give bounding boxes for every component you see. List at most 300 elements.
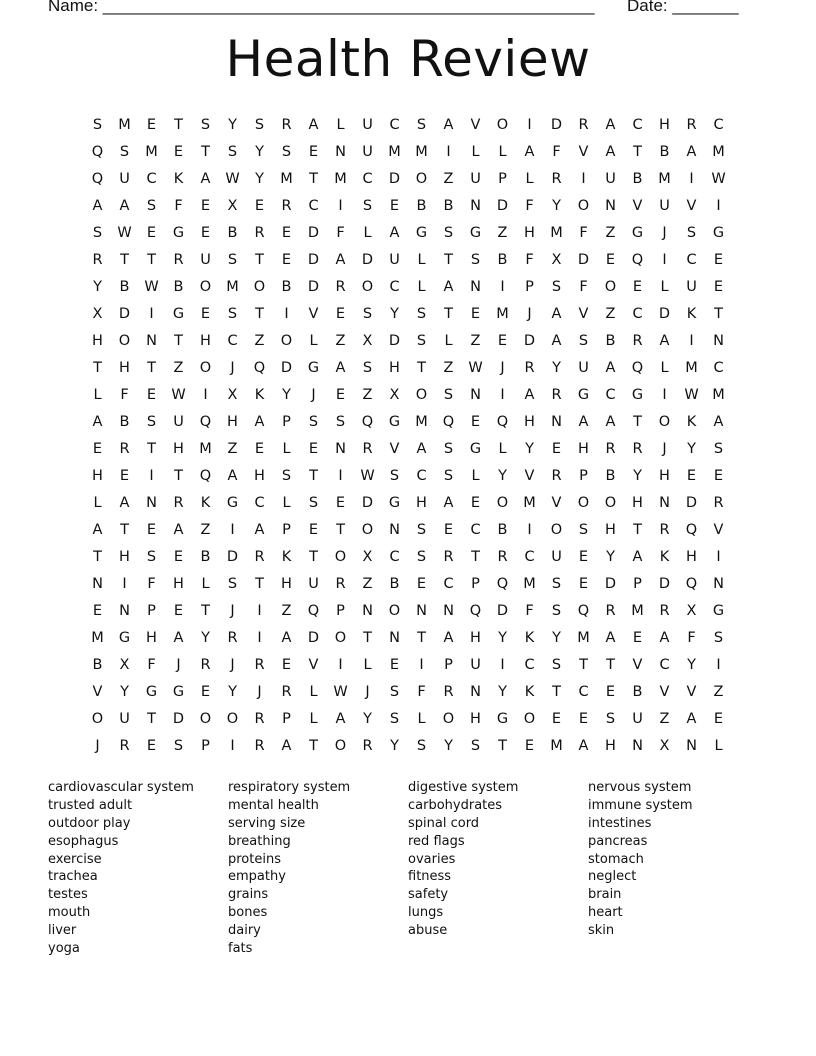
grid-letter: R <box>605 602 616 619</box>
grid-letter: D <box>307 278 320 295</box>
grid-letter: I <box>527 116 532 133</box>
grid-letter: B <box>632 683 643 700</box>
grid-letter: T <box>498 737 507 754</box>
grid-letter: Y <box>606 548 615 565</box>
grid-letter: F <box>147 656 156 673</box>
grid-letter: G <box>172 224 185 241</box>
grid-letter: O <box>550 521 563 538</box>
grid-letter: O <box>415 386 428 403</box>
grid-letter: S <box>92 116 103 133</box>
grid-letter: Y <box>228 116 237 133</box>
grid-letter: H <box>686 548 697 565</box>
grid-letter: M <box>712 143 725 160</box>
grid-letter: B <box>443 197 454 214</box>
grid-letter: X <box>227 386 238 403</box>
grid-letter: R <box>254 656 265 673</box>
grid-letter: T <box>633 143 642 160</box>
grid-letter: N <box>443 602 454 619</box>
grid-letter: K <box>281 548 292 565</box>
grid-letter: T <box>606 656 615 673</box>
word-list-item: intestines <box>588 815 652 831</box>
grid-letter: S <box>416 521 427 538</box>
grid-letter: Y <box>282 386 291 403</box>
grid-letter: W <box>117 224 132 241</box>
grid-letter: L <box>282 494 291 511</box>
grid-letter: V <box>578 143 589 160</box>
grid-letter: P <box>336 602 345 619</box>
grid-letter: M <box>685 359 698 376</box>
grid-letter: Z <box>173 359 184 376</box>
grid-letter: S <box>281 143 292 160</box>
grid-letter: L <box>363 224 372 241</box>
grid-letter: A <box>443 278 454 295</box>
grid-letter: E <box>254 440 265 457</box>
grid-letter: G <box>631 224 644 241</box>
grid-letter: U <box>686 278 697 295</box>
grid-letter: S <box>200 116 211 133</box>
grid-letter: I <box>338 467 343 484</box>
grid-letter: L <box>309 683 318 700</box>
grid-letter: U <box>659 197 670 214</box>
grid-letter: Z <box>335 332 346 349</box>
grid-letter: V <box>578 305 589 322</box>
grid-letter: L <box>660 278 669 295</box>
grid-row <box>84 516 732 543</box>
grid-letter: E <box>308 440 319 457</box>
grid-letter: B <box>416 197 427 214</box>
grid-letter: R <box>443 548 454 565</box>
grid-letter: E <box>173 548 184 565</box>
grid-letter: Q <box>631 251 644 268</box>
grid-letter: Y <box>525 440 534 457</box>
grid-letter: I <box>257 629 262 646</box>
grid-letter: A <box>227 467 238 484</box>
grid-letter: S <box>713 440 724 457</box>
grid-letter: E <box>281 251 292 268</box>
grid-letter: A <box>713 413 724 430</box>
name-field[interactable]: Name: ____________________________________________________ <box>48 0 595 15</box>
grid-letter: E <box>470 305 481 322</box>
grid-letter: A <box>632 548 643 565</box>
grid-row <box>84 354 732 381</box>
grid-letter: K <box>200 494 211 511</box>
grid-letter: P <box>201 737 210 754</box>
grid-letter: R <box>200 656 211 673</box>
grid-letter: E <box>632 629 643 646</box>
grid-letter: G <box>577 386 590 403</box>
grid-letter: Y <box>390 737 399 754</box>
grid-letter: M <box>496 305 509 322</box>
word-list-item: lungs <box>408 905 444 921</box>
grid-letter: V <box>389 440 400 457</box>
grid-letter: Z <box>281 602 292 619</box>
grid-letter: E <box>497 332 508 349</box>
grid-letter: E <box>92 602 103 619</box>
grid-letter: T <box>255 305 264 322</box>
grid-letter: P <box>282 413 291 430</box>
grid-letter: O <box>577 494 590 511</box>
grid-letter: K <box>173 170 184 187</box>
grid-letter: H <box>470 629 481 646</box>
grid-letter: J <box>500 359 505 376</box>
grid-letter: R <box>173 494 184 511</box>
grid-letter: L <box>660 359 669 376</box>
grid-letter: S <box>443 440 454 457</box>
grid-letter: S <box>416 116 427 133</box>
grid-row <box>84 246 732 273</box>
grid-letter: N <box>605 197 616 214</box>
grid-letter: T <box>201 143 210 160</box>
grid-letter: F <box>525 197 534 214</box>
grid-letter: C <box>713 116 724 133</box>
grid-letter: E <box>686 467 697 484</box>
grid-letter: E <box>146 386 157 403</box>
grid-letter: D <box>388 332 401 349</box>
grid-row <box>84 327 732 354</box>
grid-letter: M <box>577 629 590 646</box>
grid-letter: I <box>500 278 505 295</box>
grid-letter: J <box>176 656 181 673</box>
grid-letter: R <box>443 683 454 700</box>
grid-letter: C <box>578 683 589 700</box>
grid-letter: V <box>659 683 670 700</box>
grid-letter: T <box>309 467 318 484</box>
grid-letter: G <box>415 224 428 241</box>
grid-letter: E <box>173 602 184 619</box>
grid-letter: C <box>632 305 643 322</box>
grid-letter: A <box>551 332 562 349</box>
grid-row <box>84 678 732 705</box>
grid-letter: E <box>335 386 346 403</box>
grid-letter: L <box>201 575 210 592</box>
grid-letter: Z <box>227 440 238 457</box>
grid-letter: I <box>149 305 154 322</box>
grid-letter: T <box>255 251 264 268</box>
grid-letter: O <box>604 278 617 295</box>
word-list-item: grains <box>228 887 269 903</box>
grid-letter: T <box>201 602 210 619</box>
grid-letter: M <box>199 440 212 457</box>
grid-letter: C <box>362 170 373 187</box>
grid-letter: W <box>684 386 699 403</box>
grid-letter: S <box>119 143 130 160</box>
grid-letter: C <box>416 467 427 484</box>
grid-letter: S <box>335 413 346 430</box>
grid-letter: R <box>335 278 346 295</box>
grid-letter: F <box>579 224 588 241</box>
grid-letter: N <box>416 602 427 619</box>
grid-letter: M <box>631 602 644 619</box>
grid-letter: B <box>497 251 508 268</box>
grid-letter: I <box>689 332 694 349</box>
grid-letter: J <box>257 683 262 700</box>
grid-letter: H <box>659 116 670 133</box>
grid-letter: Q <box>199 467 212 484</box>
grid-letter: L <box>417 710 426 727</box>
grid-letter: T <box>147 359 156 376</box>
grid-letter: S <box>551 656 562 673</box>
grid-letter: R <box>119 440 130 457</box>
grid-letter: J <box>230 359 235 376</box>
grid-letter: Z <box>362 386 373 403</box>
grid-letter: S <box>389 683 400 700</box>
grid-letter: B <box>632 170 643 187</box>
grid-letter: U <box>173 413 184 430</box>
grid-letter: D <box>496 602 509 619</box>
grid-letter: G <box>631 386 644 403</box>
grid-letter: I <box>500 386 505 403</box>
grid-letter: G <box>469 440 482 457</box>
grid-letter: O <box>577 197 590 214</box>
grid-letter: E <box>713 467 724 484</box>
word-list-item: skin <box>588 923 615 939</box>
grid-letter: R <box>254 224 265 241</box>
word-list-item: mental health <box>228 797 319 813</box>
grid-letter: O <box>361 278 374 295</box>
grid-letter: K <box>524 629 535 646</box>
grid-letter: Y <box>228 683 237 700</box>
grid-letter: X <box>659 737 670 754</box>
grid-row <box>84 705 732 732</box>
grid-row <box>84 489 732 516</box>
word-column <box>48 779 228 958</box>
grid-letter: G <box>118 629 131 646</box>
grid-letter: E <box>173 143 184 160</box>
grid-row <box>84 462 732 489</box>
grid-letter: S <box>389 710 400 727</box>
grid-letter: I <box>257 602 262 619</box>
grid-letter: Y <box>363 710 372 727</box>
grid-letter: S <box>227 251 238 268</box>
grid-letter: M <box>415 413 428 430</box>
grid-letter: A <box>443 629 454 646</box>
grid-letter: E <box>578 548 589 565</box>
grid-letter: V <box>686 197 697 214</box>
grid-letter: I <box>149 467 154 484</box>
grid-letter: H <box>605 737 616 754</box>
grid-letter: O <box>253 278 266 295</box>
grid-letter: A <box>443 494 454 511</box>
grid-letter: J <box>662 224 667 241</box>
grid-letter: A <box>389 224 400 241</box>
word-list-item: yoga <box>48 941 80 957</box>
grid-letter: S <box>578 332 589 349</box>
grid-letter: H <box>632 494 643 511</box>
grid-letter: N <box>470 386 481 403</box>
grid-letter: S <box>308 413 319 430</box>
grid-letter: I <box>284 305 289 322</box>
grid-letter: I <box>338 656 343 673</box>
grid-letter: O <box>496 116 509 133</box>
word-list-item: carbohydrates <box>408 797 503 813</box>
grid-letter: J <box>95 737 100 754</box>
grid-letter: Z <box>362 575 373 592</box>
grid-letter: F <box>147 575 156 592</box>
grid-letter: R <box>335 575 346 592</box>
grid-letter: G <box>388 494 401 511</box>
grid-letter: C <box>389 278 400 295</box>
grid-letter: H <box>416 494 427 511</box>
word-list-item: trachea <box>48 869 98 885</box>
grid-letter: C <box>524 548 535 565</box>
grid-letter: N <box>632 737 643 754</box>
grid-letter: S <box>551 278 562 295</box>
grid-letter: R <box>632 332 643 349</box>
grid-letter: I <box>419 656 424 673</box>
grid-letter: E <box>119 467 130 484</box>
grid-letter: E <box>524 737 535 754</box>
grid-letter: D <box>307 629 320 646</box>
grid-letter: L <box>282 440 291 457</box>
grid-letter: W <box>333 683 348 700</box>
grid-letter: U <box>119 170 130 187</box>
grid-letter: Q <box>577 602 590 619</box>
grid-letter: V <box>308 656 319 673</box>
grid-letter: I <box>338 197 343 214</box>
grid-letter: P <box>444 656 453 673</box>
grid-letter: A <box>281 737 292 754</box>
grid-letter: D <box>280 359 293 376</box>
grid-letter: K <box>686 305 697 322</box>
word-list-item: stomach <box>588 851 644 867</box>
grid-letter: A <box>335 359 346 376</box>
grid-letter: A <box>551 305 562 322</box>
grid-row <box>84 273 732 300</box>
grid-letter: H <box>605 521 616 538</box>
grid-letter: B <box>605 467 616 484</box>
grid-letter: R <box>551 170 562 187</box>
grid-letter: L <box>444 332 453 349</box>
word-list-item: pancreas <box>588 833 648 849</box>
grid-letter: V <box>470 116 481 133</box>
grid-letter: A <box>335 251 346 268</box>
grid-letter: C <box>389 548 400 565</box>
grid-letter: F <box>579 278 588 295</box>
grid-letter: G <box>712 602 725 619</box>
grid-letter: W <box>171 386 186 403</box>
grid-letter: E <box>605 251 616 268</box>
date-field[interactable]: Date: _______ <box>627 0 739 15</box>
grid-letter: T <box>633 521 642 538</box>
grid-letter: E <box>713 251 724 268</box>
grid-letter: G <box>145 683 158 700</box>
grid-letter: D <box>496 197 509 214</box>
grid-letter: A <box>335 710 346 727</box>
grid-letter: O <box>226 710 239 727</box>
grid-letter: S <box>146 197 157 214</box>
grid-letter: D <box>550 116 563 133</box>
grid-letter: N <box>659 494 670 511</box>
grid-letter: R <box>92 251 103 268</box>
grid-letter: N <box>146 332 157 349</box>
grid-row <box>84 111 732 138</box>
grid-letter: I <box>500 656 505 673</box>
grid-letter: S <box>146 548 157 565</box>
grid-letter: D <box>226 548 239 565</box>
grid-letter: V <box>92 683 103 700</box>
grid-letter: T <box>174 116 183 133</box>
grid-letter: I <box>230 737 235 754</box>
grid-letter: T <box>714 305 723 322</box>
grid-letter: Z <box>443 170 454 187</box>
grid-letter: U <box>578 359 589 376</box>
grid-letter: B <box>200 548 211 565</box>
grid-letter: G <box>307 359 320 376</box>
grid-letter: J <box>230 602 235 619</box>
grid-letter: Q <box>496 413 509 430</box>
grid-letter: F <box>687 629 696 646</box>
grid-letter: X <box>551 251 562 268</box>
grid-letter: E <box>416 575 427 592</box>
word-list-item: spinal cord <box>408 815 480 831</box>
grid-letter: H <box>200 332 211 349</box>
grid-letter: R <box>659 602 670 619</box>
grid-letter: G <box>226 494 239 511</box>
grid-letter: Y <box>687 440 696 457</box>
grid-letter: L <box>471 467 480 484</box>
grid-letter: W <box>711 170 726 187</box>
grid-letter: M <box>658 170 671 187</box>
word-list-item: cardiovascular system <box>48 780 194 795</box>
grid-letter: H <box>119 359 130 376</box>
grid-letter: O <box>604 494 617 511</box>
grid-letter: G <box>172 305 185 322</box>
grid-letter: H <box>119 548 130 565</box>
word-list-item: fats <box>228 941 253 957</box>
grid-letter: Q <box>199 413 212 430</box>
grid-letter: H <box>92 332 103 349</box>
grid-letter: T <box>120 251 129 268</box>
grid-letter: A <box>416 440 427 457</box>
grid-letter: R <box>281 116 292 133</box>
grid-letter: K <box>686 413 697 430</box>
grid-letter: X <box>227 197 238 214</box>
grid-letter: C <box>308 197 319 214</box>
grid-letter: V <box>308 305 319 322</box>
grid-letter: D <box>361 494 374 511</box>
grid-letter: T <box>147 710 156 727</box>
grid-letter: Q <box>685 521 698 538</box>
grid-letter: U <box>389 251 400 268</box>
grid-letter: S <box>578 521 589 538</box>
grid-letter: Y <box>498 683 507 700</box>
word-search-grid <box>84 111 732 759</box>
word-list-item: ovaries <box>408 851 456 867</box>
grid-letter: Y <box>633 467 642 484</box>
grid-letter: O <box>334 548 347 565</box>
grid-letter: R <box>551 467 562 484</box>
word-list-item: serving size <box>228 815 306 831</box>
grid-letter: N <box>335 440 346 457</box>
grid-letter: D <box>388 170 401 187</box>
grid-letter: L <box>471 143 480 160</box>
grid-letter: M <box>226 278 239 295</box>
word-list-item: trusted adult <box>48 797 133 813</box>
grid-letter: T <box>147 251 156 268</box>
grid-letter: E <box>713 710 724 727</box>
grid-letter: U <box>470 656 481 673</box>
grid-letter: X <box>92 305 103 322</box>
grid-letter: N <box>470 683 481 700</box>
grid-letter: P <box>633 575 642 592</box>
grid-letter: G <box>712 224 725 241</box>
grid-letter: R <box>173 251 184 268</box>
grid-letter: E <box>281 224 292 241</box>
grid-letter: D <box>361 251 374 268</box>
word-list-item: proteins <box>228 851 281 867</box>
grid-letter: P <box>579 467 588 484</box>
grid-letter: E <box>92 440 103 457</box>
